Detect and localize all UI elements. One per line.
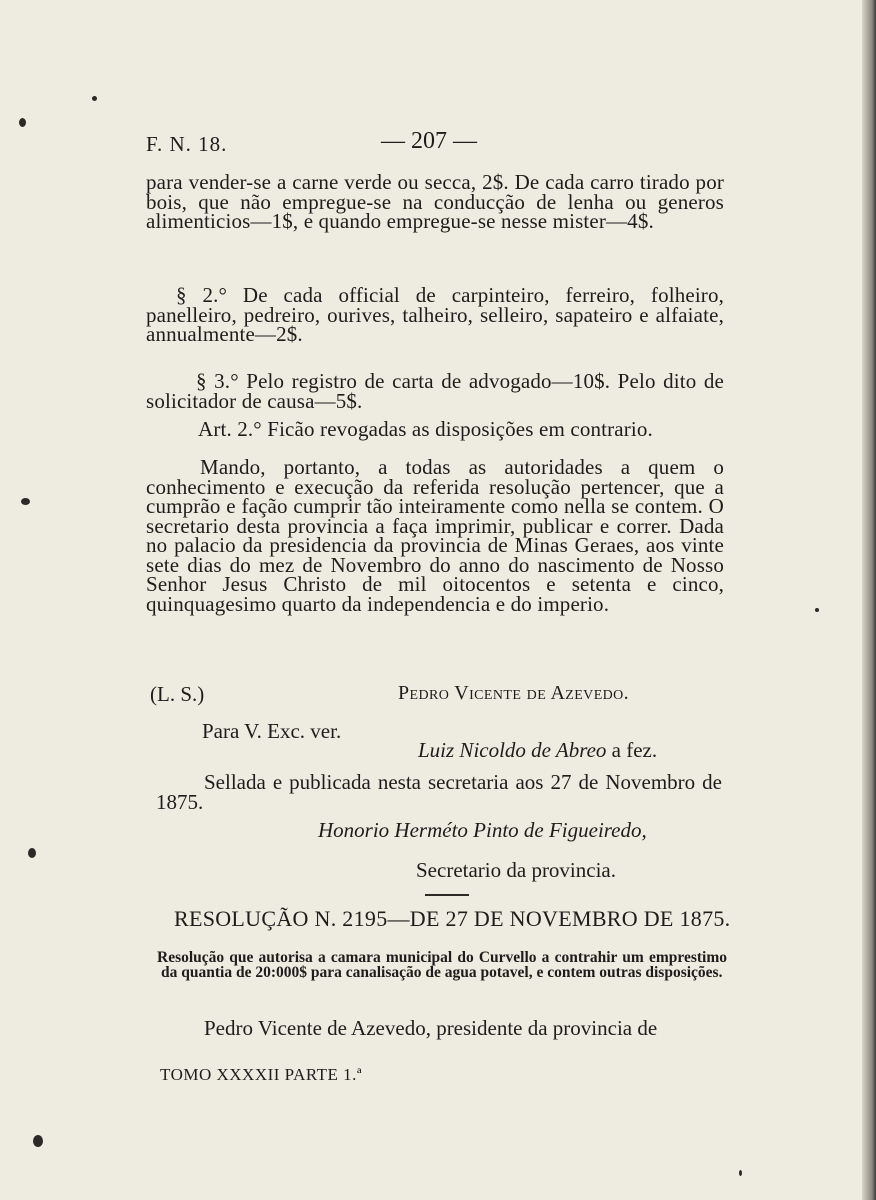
- scan-speck: [33, 1135, 43, 1147]
- paragraph-section-3: § 3.° Pelo registro de carta de advogado—10$. Pelo dito de solicitador de causa—5$.: [146, 369, 724, 413]
- section-divider: [425, 894, 469, 896]
- scan-speck: [21, 498, 30, 505]
- governor-signature: Pedro Vicente de Azevedo.: [398, 682, 630, 704]
- seal-marker: (L. S.): [150, 682, 205, 706]
- secretary-signature: Honorio Herméto Pinto de Figueiredo,: [318, 818, 647, 842]
- scan-speck: [28, 848, 36, 858]
- paragraph-article-2: Art. 2.° Ficão revogadas as disposições em contrario.: [198, 417, 653, 441]
- secretary-title: Secretario da provincia.: [416, 858, 616, 882]
- volume-footer: TOMO XXXXII PARTE 1.ª: [160, 1065, 363, 1084]
- clerk-suffix: a fez.: [606, 738, 658, 762]
- section-reference: F. N. 18.: [146, 132, 228, 156]
- paragraph-mando: Mando, portanto, a todas as autoridades a quem o conhecimento e execução da referida resolução pertencer, que a cumprão e fação cumprir tão inteiramente como nella se contem. O secretario desta provincia a faça imprimir, publicar e correr. Dada no palacio da presidencia da provincia de Minas Geraes, aos vinte sete dias do mez de Novembro do anno do nascimento de Nosso Senhor Jesus Christo de mil oitocentos e setenta e cinco, quinquagesimo quarto da independencia e do imperio.: [146, 455, 724, 616]
- page-number: — 207 —: [381, 128, 477, 154]
- paragraph-section-2: § 2.° De cada official de carpinteiro, ferreiro, folheiro, panelleiro, pedreiro, ourives, talheiro, selleiro, sapateiro e alfaiate, annualmente—2$.: [146, 283, 724, 346]
- resolution-opening: Pedro Vicente de Azevedo, presidente da provincia de: [204, 1016, 658, 1040]
- page-header: [146, 128, 491, 162]
- paragraph-tax-carne: para vender-se a carne verde ou secca, 2$. De cada carro tirado por bois, que não empregue-se na conducção de lenha ou generos alimenticios—1$, e quando empregue-se nesse mister—4$.: [146, 170, 724, 233]
- scan-speck: [815, 608, 819, 612]
- clerk-line: [418, 738, 657, 763]
- page-edge-shadow: [862, 0, 876, 1200]
- publication-note: Sellada e publicada nesta secretaria aos 27 de Novembro de 1875.: [156, 770, 722, 814]
- para-v-exc: Para V. Exc. ver.: [202, 719, 342, 743]
- clerk-name: Luiz Nicoldo de Abreo: [418, 738, 607, 762]
- resolution-summary: Resolução que autorisa a camara municipal do Curvello a contrahir um emprestimo da quantia de 20:000$ para canalisação de agua potavel, e contem outras disposições.: [157, 949, 727, 981]
- scan-speck: [19, 118, 26, 127]
- scan-speck: [92, 96, 97, 101]
- resolution-title: RESOLUÇÃO N. 2195—DE 27 DE NOVEMBRO DE 1875.: [174, 906, 731, 931]
- scan-speck: [739, 1170, 742, 1176]
